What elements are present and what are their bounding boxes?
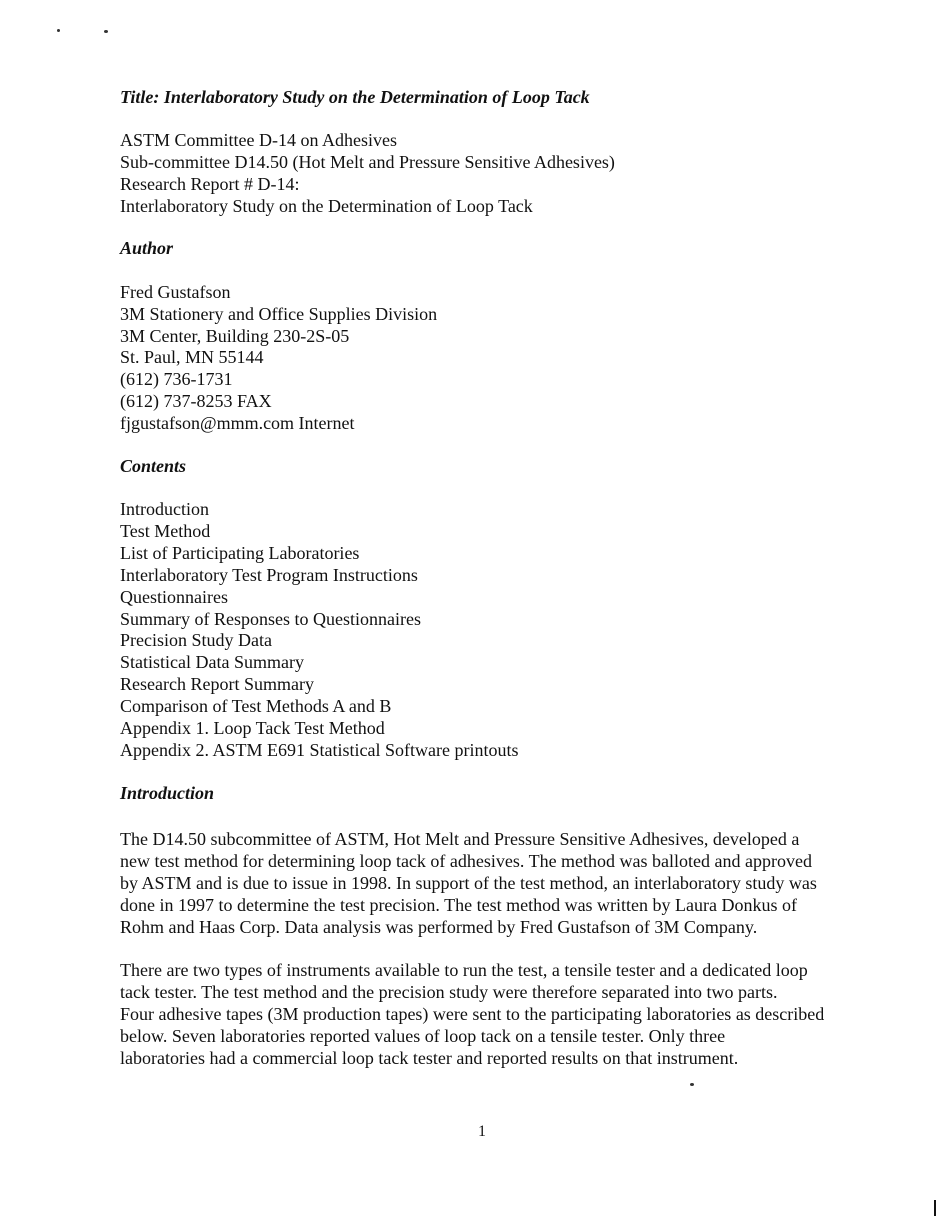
paragraph-line: Rohm and Haas Corp. Data analysis was performed by Fred Gustafson of 3M Company.: [120, 917, 758, 937]
paragraph-line: laboratories had a commercial loop tack tester and reported results on that instrument.: [120, 1048, 739, 1068]
contents-item: Interlaboratory Test Program Instructions: [120, 565, 418, 585]
paragraph-line: new test method for determining loop tack of adhesives. The method was balloted and approved: [120, 851, 812, 871]
author-building: 3M Center, Building 230-2S-05: [120, 326, 350, 346]
contents-item: Questionnaires: [120, 587, 228, 607]
scan-edge-mark: [934, 1200, 936, 1216]
introduction-paragraph-1: [120, 828, 880, 938]
introduction-paragraph-2: [120, 959, 880, 1069]
page-number: 1: [478, 1123, 486, 1140]
scan-speck: [690, 1083, 694, 1086]
header-line-subcommittee: Sub-committee D14.50 (Hot Melt and Pressure Sensitive Adhesives): [120, 152, 615, 172]
contents-heading: Contents: [120, 456, 187, 476]
scan-speck: [57, 29, 60, 32]
contents-item: Test Method: [120, 521, 211, 541]
contents-item: Summary of Responses to Questionnaires: [120, 609, 421, 629]
header-line-report-number: Research Report # D-14:: [120, 174, 300, 194]
paragraph-line: Four adhesive tapes (3M production tapes) were sent to the participating laboratories as described: [120, 1004, 825, 1024]
document-title: Title: Interlaboratory Study on the Determination of Loop Tack: [120, 87, 590, 107]
paragraph-line: by ASTM and is due to issue in 1998. In support of the test method, an interlaboratory study was: [120, 873, 817, 893]
contents-item: Appendix 1. Loop Tack Test Method: [120, 718, 385, 738]
author-fax: (612) 737-8253 FAX: [120, 391, 272, 411]
author-city: St. Paul, MN 55144: [120, 347, 264, 367]
header-line-committee: ASTM Committee D-14 on Adhesives: [120, 130, 397, 150]
contents-item: Statistical Data Summary: [120, 652, 304, 672]
paragraph-line: The D14.50 subcommittee of ASTM, Hot Melt and Pressure Sensitive Adhesives, developed a: [120, 829, 800, 849]
author-email: fjgustafson@mmm.com Internet: [120, 413, 355, 433]
contents-item: Introduction: [120, 499, 209, 519]
contents-item: Research Report Summary: [120, 674, 314, 694]
contents-item: Comparison of Test Methods A and B: [120, 696, 392, 716]
contents-item: Precision Study Data: [120, 630, 272, 650]
contents-item: List of Participating Laboratories: [120, 543, 360, 563]
paragraph-line: tack tester. The test method and the precision study were therefore separated into two parts.: [120, 982, 778, 1002]
paragraph-line: There are two types of instruments available to run the test, a tensile tester and a dedicated loop: [120, 960, 808, 980]
author-division: 3M Stationery and Office Supplies Division: [120, 304, 438, 324]
paragraph-line: done in 1997 to determine the test precision. The test method was written by Laura Donkus of: [120, 895, 798, 915]
author-phone: (612) 736-1731: [120, 369, 233, 389]
introduction-heading: Introduction: [120, 783, 215, 803]
header-line-study-title: Interlaboratory Study on the Determination of Loop Tack: [120, 196, 533, 216]
author-heading: Author: [120, 238, 174, 258]
paragraph-line: below. Seven laboratories reported values of loop tack on a tensile tester. Only three: [120, 1026, 726, 1046]
scan-speck: [104, 30, 108, 33]
contents-item: Appendix 2. ASTM E691 Statistical Software printouts: [120, 740, 519, 760]
author-name: Fred Gustafson: [120, 282, 231, 302]
